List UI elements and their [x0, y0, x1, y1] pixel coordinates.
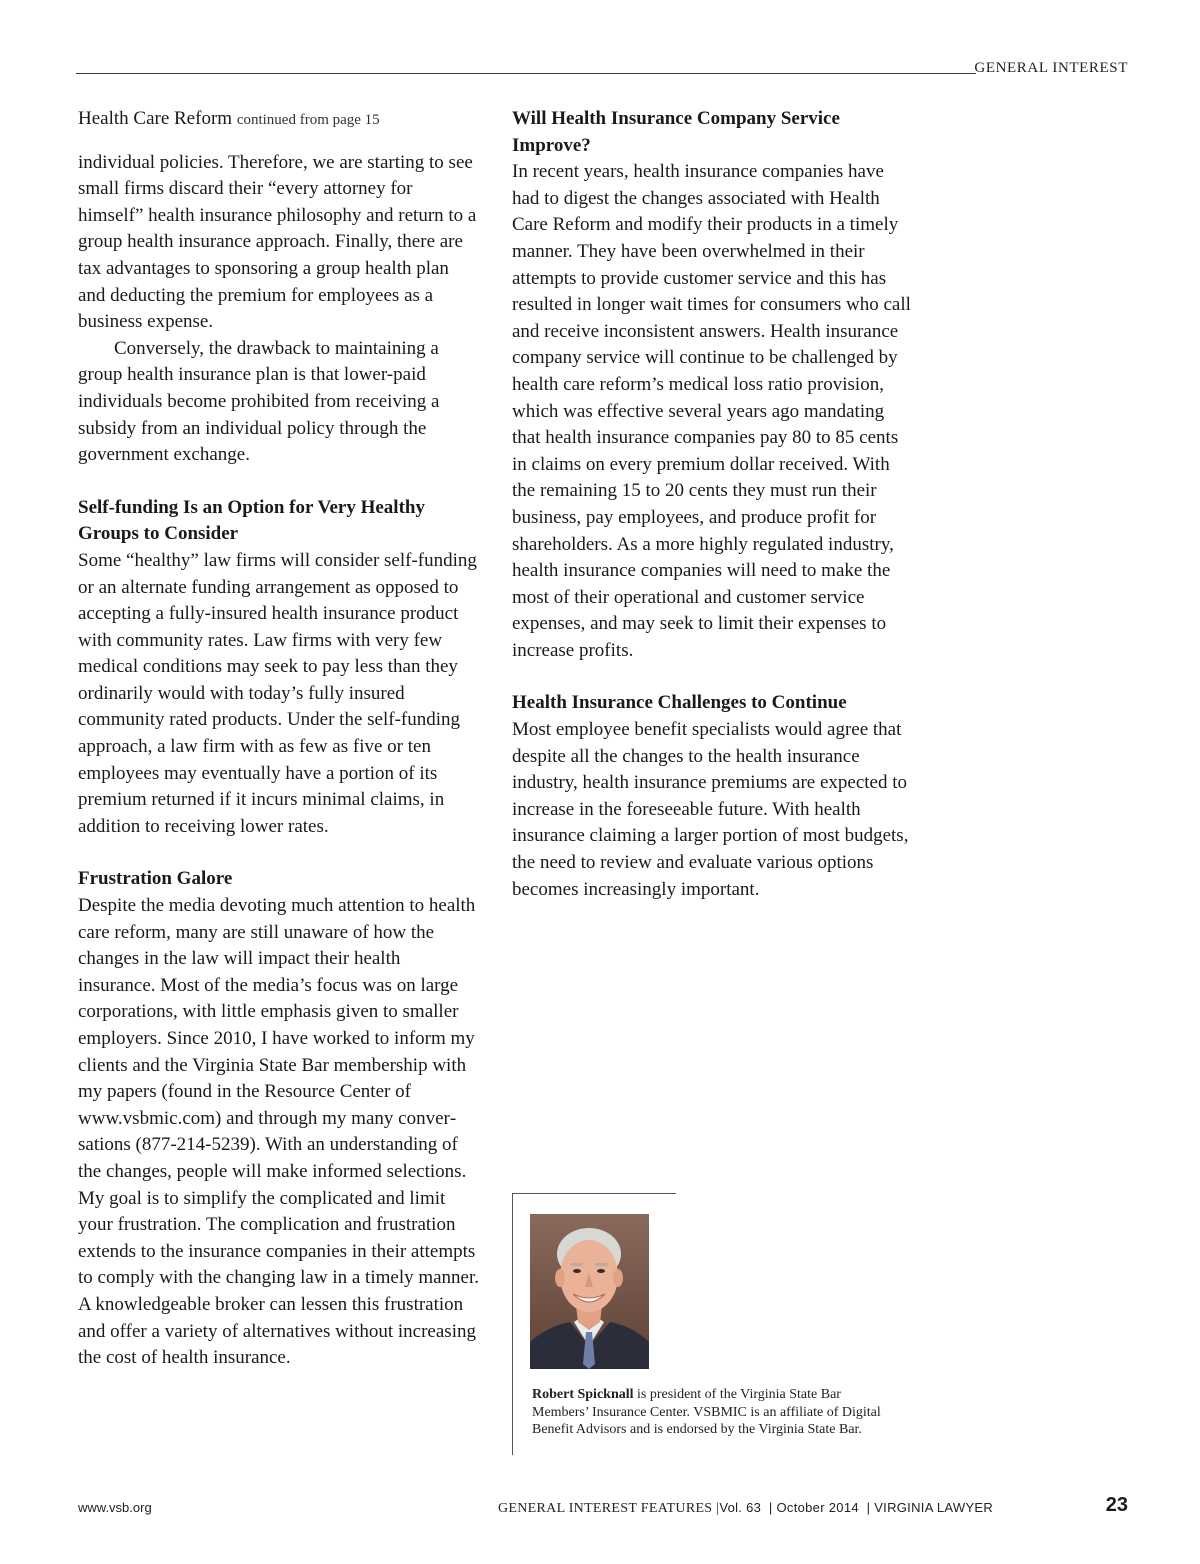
footer-volume: Vol. 63	[719, 1500, 762, 1515]
header-rule	[76, 73, 976, 74]
author-bio	[532, 1386, 892, 1439]
bio-rule-top	[512, 1193, 676, 1194]
footer-magazine: VIRGINIA LAWYER	[874, 1500, 994, 1515]
author-portrait	[530, 1214, 649, 1369]
paragraph: individual policies. Therefore, we are starting to see small firms discard their “every attorney for himself” health insurance philosophy and return to a group health insurance approach. Finally, there are tax advantages to sponsoring a group health plan and deducting the premium for employees as a business expense.	[78, 151, 477, 333]
section-heading-challenges: Health Insurance Challenges to Continue	[512, 692, 847, 714]
footer-url[interactable]: www.vsb.org	[78, 1500, 152, 1515]
footer-publication: GENERAL INTEREST FEATURES |Vol. 63 | October 2014 | VIRGINIA LAWYER	[498, 1500, 994, 1516]
paragraph: Some “healthy” law firms will consider self-funding or an alternate funding arrangement as opposed to accepting a fully-insured health insurance product with community rates. Law firms with very few medical conditions may seek to pay less than they ordinarily would with today’s fully insured community rated products. Under the self-funding approach, a law firm with as few as five or ten employees may eventually have a portion of its premium returned if it incurs minimal claims, in addition to receiving lower rates.	[78, 549, 477, 837]
section-heading-service: Will Health Insurance Company Service Improve?	[512, 108, 840, 156]
section-label: GENERAL INTEREST	[974, 60, 1128, 76]
right-column	[512, 106, 912, 903]
paragraph: Despite the media devoting much attention to health care reform, many are still unaware of how the changes in the law will impact their health insurance. Most of the media’s focus was on large corporations, with little emphasis given to smaller employers. Since 2010, I have worked to inform my clients and the Virginia State Bar membership with my papers (found in the Resource Center of www.vsbmic.com) and through my many conversations (877-214-5239). With an understanding of the changes, people will make informed selections. My goal is to simplify the complicated and limit your frustration. The complication and frustration extends to the insurance companies in their attempts to comply with the changing law in a timely manner. A knowledgeable broker can lessen this frustration and offer a variety of alternatives without increasing the cost of health insurance.	[78, 895, 480, 1369]
continued-note: continued from page 15	[236, 112, 380, 128]
section-heading-self-funding: Self-funding Is an Option for Very Healthy Groups to Consider	[78, 496, 425, 545]
bio-rule-left	[512, 1193, 513, 1455]
paragraph: In recent years, health insurance companies have had to digest the changes associated with Health Care Reform and modify their products in a timely manner. They have been overwhelmed in their attempts to provide customer service and this has resulted in longer wait times for consumers who call and receive inconsistent answers. Health insurance company service will continue to be challenged by health care reform’s medical loss ratio provision, which was effective several years ago mandating that health insurance companies pay 80 to 85 cents in claims on every premium dollar received. With the remaining 15 to 20 cents they must run their business, pay employees, and produce profit for shareholders. As a more highly regulated industry, health insurance companies will need to make the most of their operational and customer service expenses, and may seek to limit their expenses to increase profits.	[512, 161, 911, 661]
left-column	[78, 106, 480, 1372]
paragraph: Most employee benefit specialists would agree that despite all the changes to the health insurance industry, health insurance premiums are expected to increase in the foreseeable future. With health insurance claiming a larger portion of most budgets, the need to review and evaluate various options becomes increasingly important.	[512, 719, 909, 900]
page-number: 23	[1105, 1494, 1128, 1516]
section-heading-frustration: Frustration Galore	[78, 868, 233, 890]
author-portrait-image	[530, 1214, 649, 1369]
footer-date: October 2014	[776, 1500, 859, 1515]
continued-line	[78, 106, 480, 134]
author-bio-text: is president of the Virginia State Bar Members’ Insurance Center. VSBMIC is an affiliate of Digital Benefit Advisors and is endorsed by the Virginia State Bar.	[532, 1387, 881, 1437]
continued-title: Health Care Reform	[78, 108, 233, 129]
author-name: Robert Spicknall	[532, 1387, 634, 1402]
paragraph: Conversely, the drawback to maintaining a group health insurance plan is that lower-paid individuals become prohibited from receiving a subsidy from an individual policy through the government exchange.	[78, 337, 440, 466]
footer-features: GENERAL INTEREST FEATURES	[498, 1501, 713, 1516]
